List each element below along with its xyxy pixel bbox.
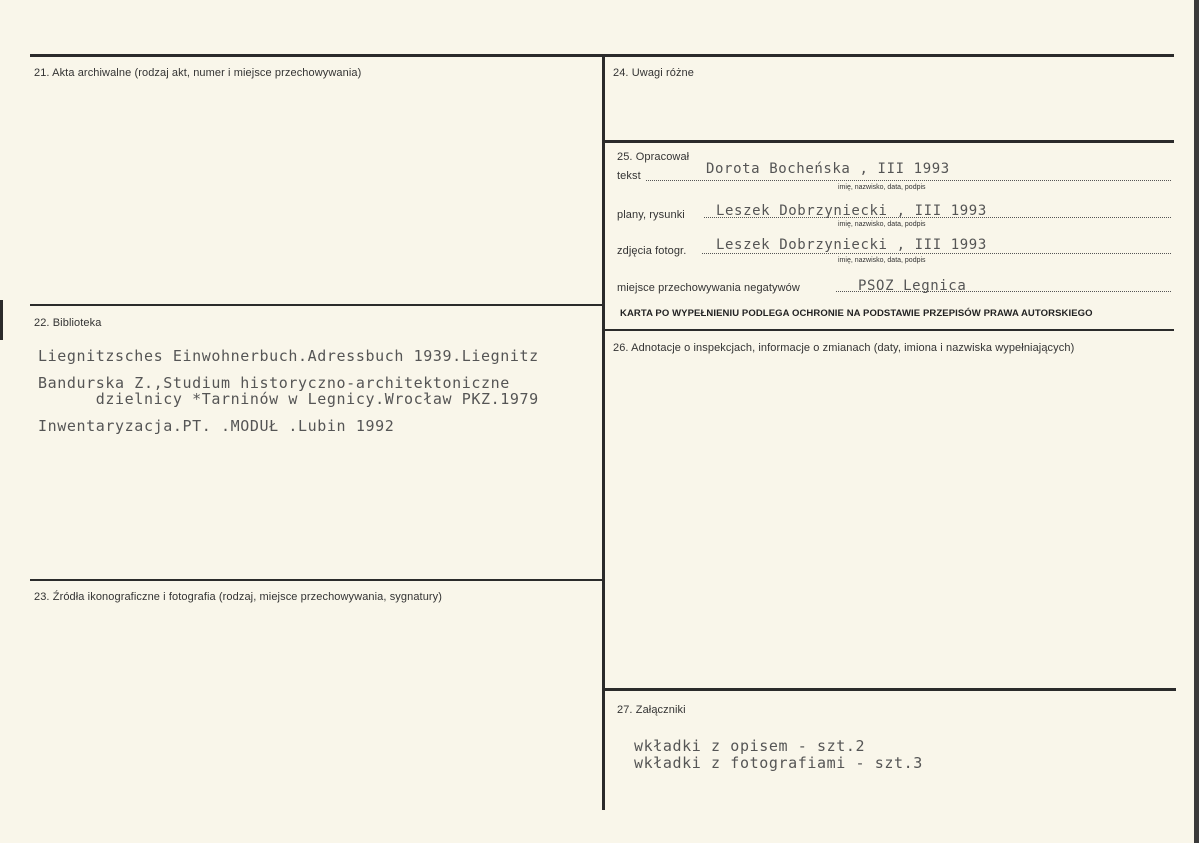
zdjecia-caption: imię, nazwisko, data, podpis xyxy=(838,257,926,264)
negatywy-value: PSOZ Legnica xyxy=(858,278,967,294)
tekst-label: tekst xyxy=(617,170,641,182)
section-26-label: 26. Adnotacje o inspekcjach, informacje o zmianach (daty, imiona i nazwiska wypełniających) xyxy=(613,342,1075,354)
center-vertical-rule xyxy=(602,54,605,810)
bibliography-entry-2: Bandurska Z.,Studium historyczno-architektoniczne xyxy=(38,374,510,392)
divider-22-23 xyxy=(30,579,604,581)
attachment-item-1: wkładki z opisem - szt.2 xyxy=(634,737,866,755)
section-24-label: 24. Uwagi różne xyxy=(613,67,694,79)
attachment-item-2: wkładki z fotografiami - szt.3 xyxy=(634,754,923,772)
bibliography-entry-3: Inwentaryzacja.PT. .MODUŁ .Lubin 1992 xyxy=(38,417,395,435)
section-22-label: 22. Biblioteka xyxy=(34,317,102,329)
divider-24-25 xyxy=(602,140,1174,143)
zdjecia-dotted-line xyxy=(702,253,1171,254)
zdjecia-label: zdjęcia fotogr. xyxy=(617,245,687,257)
copyright-notice: KARTA PO WYPEŁNIENIU PODLEGA OCHRONIE NA PODSTAWIE PRZEPISÓW PRAWA AUTORSKIEGO xyxy=(620,308,1093,319)
plany-value: Leszek Dobrzyniecki , III 1993 xyxy=(716,203,987,219)
tekst-dotted-line xyxy=(646,180,1171,181)
divider-25-26 xyxy=(602,329,1174,331)
zdjecia-value: Leszek Dobrzyniecki , III 1993 xyxy=(716,237,987,253)
section-21-label: 21. Akta archiwalne (rodzaj akt, numer i miejsce przechowywania) xyxy=(34,67,362,79)
plany-label: plany, rysunki xyxy=(617,209,685,221)
tekst-value: Dorota Bocheńska , III 1993 xyxy=(706,161,950,177)
bibliography-entry-1: Liegnitzsches Einwohnerbuch.Adressbuch 1939.Liegnitz xyxy=(38,347,539,365)
divider-26-27 xyxy=(604,688,1176,691)
tekst-caption: imię, nazwisko, data, podpis xyxy=(838,184,926,191)
bibliography-entry-2-cont: dzielnicy *Tarninów w Legnicy.Wrocław PKZ.1979 xyxy=(38,390,539,408)
divider-21-22 xyxy=(30,304,604,306)
section-27-label: 27. Załączniki xyxy=(617,704,686,716)
section-25-label: 25. Opracował xyxy=(617,151,690,163)
negatywy-label: miejsce przechowywania negatywów xyxy=(617,282,800,294)
plany-caption: imię, nazwisko, data, podpis xyxy=(838,221,926,228)
scan-edge-right xyxy=(1194,0,1199,843)
section-23-label: 23. Źródła ikonograficzne i fotografia (rodzaj, miejsce przechowywania, sygnatury) xyxy=(34,591,443,603)
scan-edge-left-mark xyxy=(0,300,3,340)
